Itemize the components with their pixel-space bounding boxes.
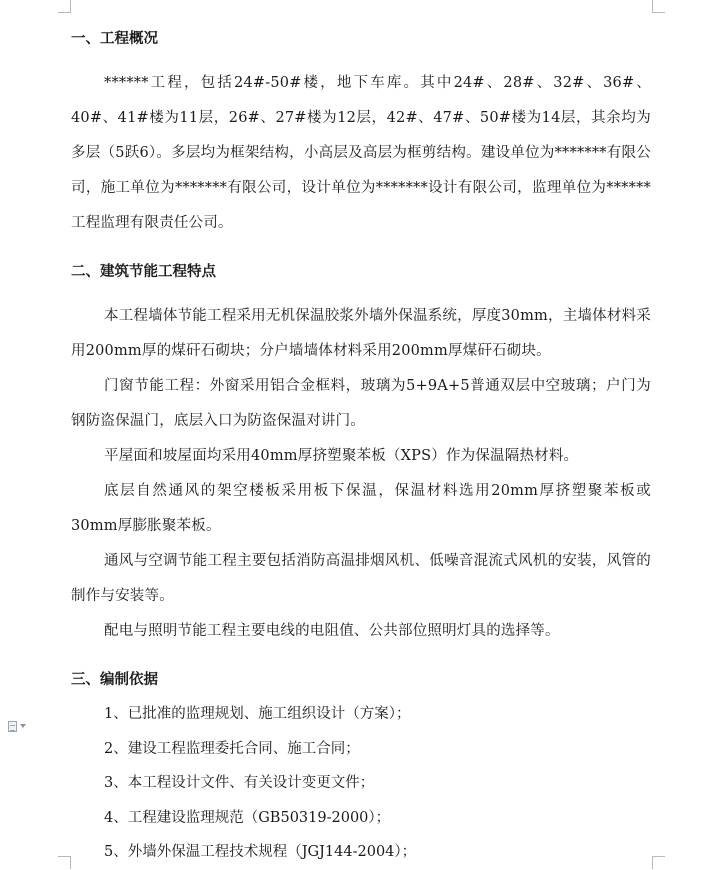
page-corner-mark bbox=[652, 0, 665, 13]
features-paragraph: 门窗节能工程：外窗采用铝合金框料，玻璃为5+9A+5普通双层中空玻璃；户门为钢防盗保温门，底层入口为防盗保温对讲门。 bbox=[71, 378, 651, 429]
features-paragraph: 配电与照明节能工程主要电线的电阻值、公共部位照明灯具的选择等。 bbox=[104, 623, 560, 639]
basis-list-item: 4、工程建设监理规范（GB50319-2000）； bbox=[104, 809, 391, 826]
paragraph-marker[interactable] bbox=[8, 718, 36, 734]
features-paragraph: 平屋面和坡屋面均采用40mm厚挤塑聚苯板（XPS）作为保温隔热材料。 bbox=[104, 448, 579, 464]
section-heading-overview: 一、工程概况 bbox=[71, 31, 158, 47]
section-heading-features: 二、建筑节能工程特点 bbox=[71, 264, 216, 280]
features-paragraph: 本工程墙体节能工程采用无机保温胶浆外墙外保温系统，厚度30mm，主墙体材料采用200mm厚的煤矸石砌块；分户墙墙体材料采用200mm厚煤矸石砌块。 bbox=[71, 308, 651, 359]
overview-paragraph: ******工程，包括24#-50#楼，地下车库。其中24#、28#、32#、36#、40#、41#楼为11层，26#、27#楼为12层，42#、47#、50#楼为14层，其余均为多层（5跃6）。多层均为框架结构，小高层及高层为框剪结构。建设单位为*******有限公司，施工单位为*******有限公司，设计单位为*******设计有限公司，监理单位为******工程监理有限责任公司。 bbox=[71, 75, 651, 231]
basis-list-item: 1、已批准的监理规划、施工组织设计（方案）； bbox=[104, 706, 411, 722]
features-paragraph: 底层自然通风的架空楼板采用板下保温，保温材料选用20mm厚挤塑聚苯板或30mm厚膨胀聚苯板。 bbox=[71, 483, 651, 534]
page-corner-mark bbox=[58, 0, 71, 13]
page-corner-mark bbox=[652, 856, 665, 869]
basis-list-item: 3、本工程设计文件、有关设计变更文件； bbox=[104, 775, 375, 791]
page-corner-mark bbox=[58, 856, 71, 869]
features-paragraph: 通风与空调节能工程主要包括消防高温排烟风机、低噪音混流式风机的安装，风管的制作与安装等。 bbox=[71, 553, 651, 604]
chevron-down-icon bbox=[20, 724, 26, 728]
basis-list-item: 5、外墙外保温工程技术规程（JGJ144-2004）； bbox=[104, 844, 417, 860]
document-body bbox=[71, 22, 651, 870]
document-icon bbox=[8, 721, 17, 732]
section-heading-basis: 三、编制依据 bbox=[71, 672, 158, 688]
basis-list-item: 2、建设工程监理委托合同、施工合同； bbox=[104, 740, 360, 757]
